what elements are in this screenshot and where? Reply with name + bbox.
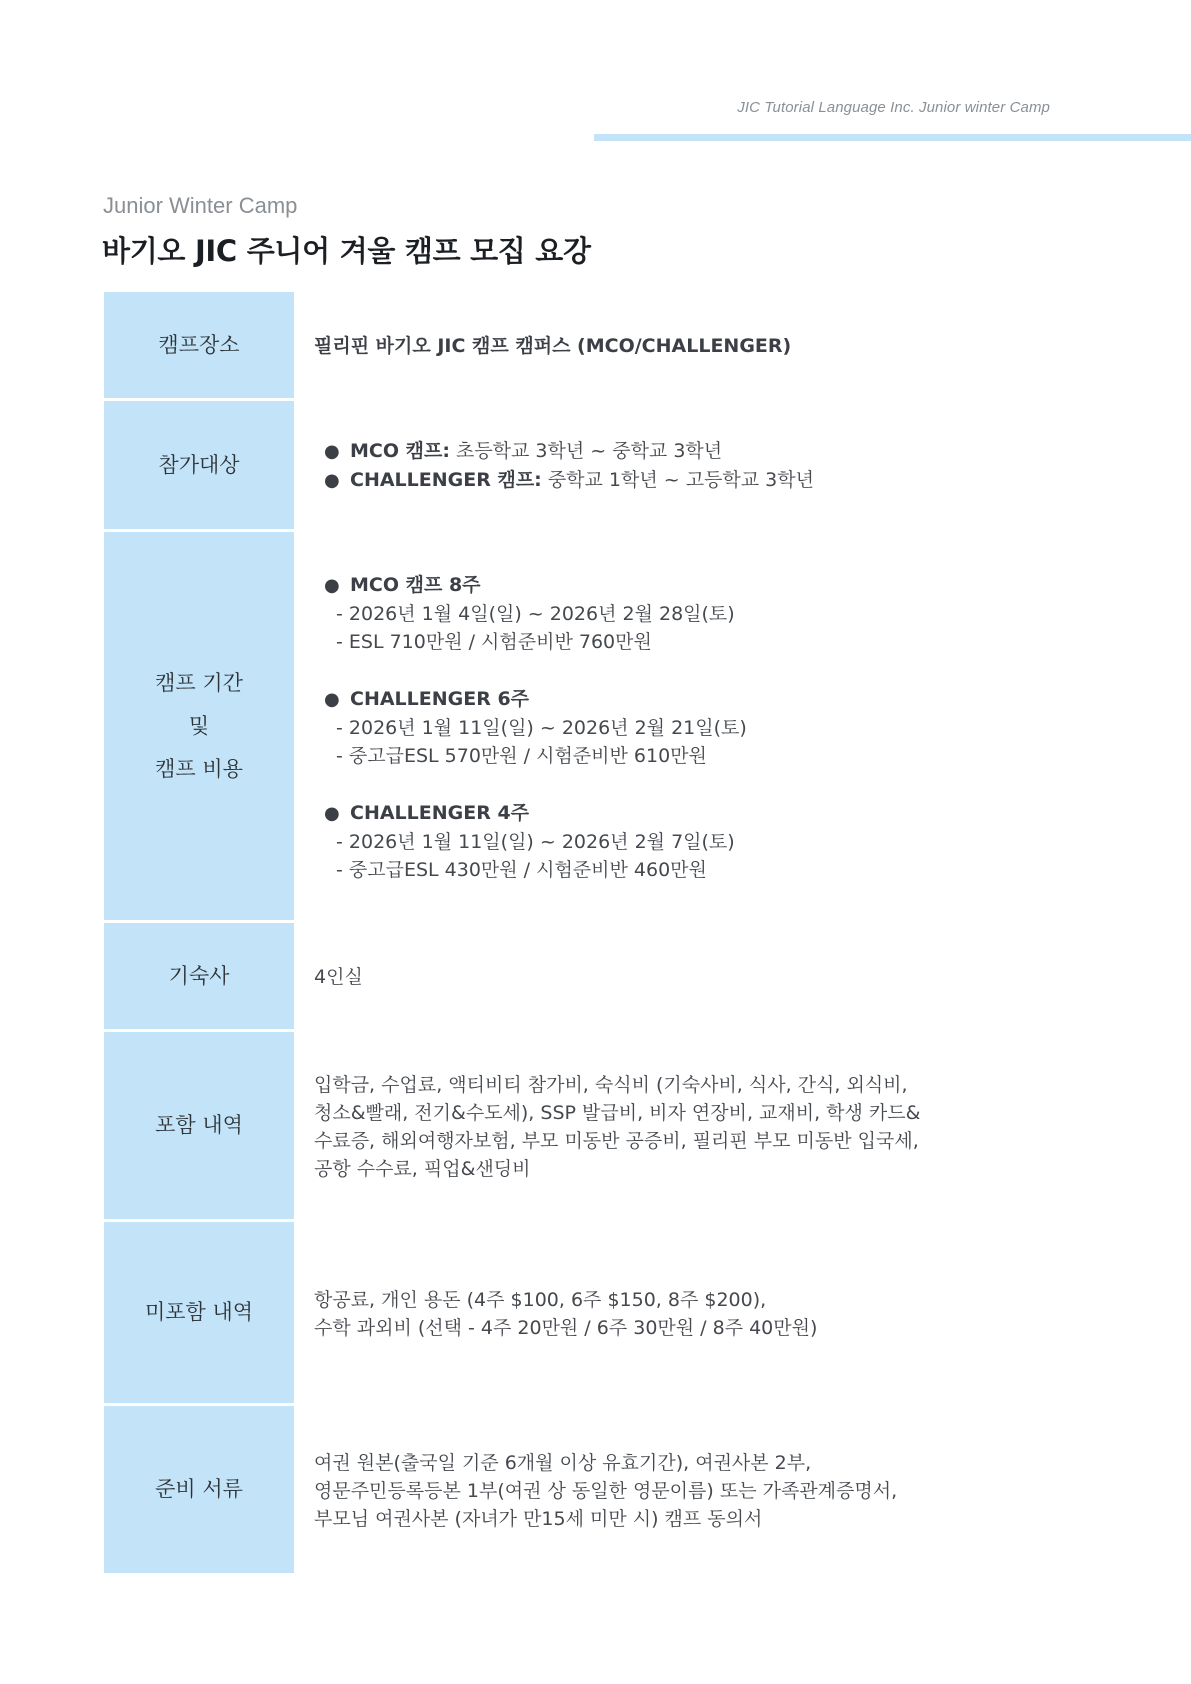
program-name: MCO 캠프 8주 [350, 573, 481, 596]
program-dates: - 2026년 1월 11일(일) ~ 2026년 2월 7일(토) [336, 830, 735, 853]
program-name: CHALLENGER 4주 [350, 801, 530, 824]
bullet-icon: ● [324, 574, 340, 596]
header-accent-bar [594, 134, 1191, 141]
row-value-included [294, 1032, 964, 1221]
row-label-dormitory: 기숙사 [104, 923, 294, 1031]
table-row-eligibility [104, 401, 964, 532]
documents-line: 부모님 여권사본 (자녀가 만15세 미만 시) 캠프 동의서 [314, 1507, 763, 1530]
row-label-period-cost [104, 532, 294, 922]
list-item [314, 437, 964, 466]
program-dates: - 2026년 1월 4일(일) ~ 2026년 2월 28일(토) [336, 602, 735, 625]
program-dates: - 2026년 1월 11일(일) ~ 2026년 2월 21일(토) [336, 716, 747, 739]
list-item [314, 685, 964, 714]
table-row-excluded [104, 1222, 964, 1406]
eligibility-desc: 초등학교 3학년 ~ 중학교 3학년 [449, 440, 723, 462]
eligibility-desc: 중학교 1학년 ~ 고등학교 3학년 [541, 469, 814, 491]
location-value: 필리핀 바기오 JIC 캠프 캠퍼스 (MCO/CHALLENGER) [314, 335, 792, 357]
camp-info-table [104, 292, 964, 1576]
row-value-dormitory [294, 923, 964, 1031]
documents-line: 영문주민등록등본 1부(여권 상 동일한 영문이름) 또는 가족관계증명서, [314, 1479, 898, 1502]
included-line: 공항 수수료, 픽업&샌딩비 [314, 1157, 531, 1180]
page-subtitle: Junior Winter Camp [103, 193, 298, 218]
program-block [314, 571, 964, 656]
header-company-line: JIC Tutorial Language Inc. Junior winter Camp [737, 99, 1050, 116]
row-label-documents: 준비 서류 [104, 1406, 294, 1575]
page-title: 바기오 JIC 주니어 겨울 캠프 모집 요강 [102, 234, 591, 268]
eligibility-name: MCO 캠프: [350, 440, 450, 462]
bullet-icon: ● [324, 688, 340, 710]
row-label-location: 캠프장소 [104, 292, 294, 400]
label-line: 및 [188, 713, 210, 738]
bullet-icon: ● [324, 441, 340, 462]
program-block [314, 685, 964, 770]
included-line: 입학금, 수업료, 액티비티 참가비, 숙식비 (기숙사비, 식사, 간식, 외식비, [314, 1073, 908, 1096]
included-line: 청소&빨래, 전기&수도세), SSP 발급비, 비자 연장비, 교재비, 학생 카드& [314, 1101, 921, 1124]
excluded-line: 수학 과외비 (선택 - 4주 20만원 / 6주 30만원 / 8주 40만원) [314, 1316, 818, 1339]
row-value-excluded [294, 1222, 964, 1405]
row-value-eligibility [294, 401, 964, 531]
row-value-location [294, 292, 964, 400]
program-block [314, 799, 964, 884]
dormitory-value: 4인실 [314, 966, 363, 988]
row-label-eligibility: 참가대상 [104, 401, 294, 531]
row-label-excluded: 미포함 내역 [104, 1222, 294, 1405]
documents-line: 여권 원본(출국일 기준 6개월 이상 유효기간), 여권사본 2부, [314, 1451, 812, 1474]
program-name: CHALLENGER 6주 [350, 687, 530, 710]
program-price: - ESL 710만원 / 시험준비반 760만원 [336, 630, 652, 653]
table-row-included [104, 1032, 964, 1222]
table-row-dormitory [104, 923, 964, 1032]
table-row-period-cost [104, 532, 964, 923]
row-value-documents [294, 1406, 964, 1575]
row-value-period-cost [294, 532, 964, 922]
list-item [314, 466, 964, 495]
list-item [314, 799, 964, 828]
label-line: 캠프 기간 [155, 670, 243, 695]
row-label-included: 포함 내역 [104, 1032, 294, 1221]
list-item [314, 571, 964, 600]
included-line: 수료증, 해외여행자보험, 부모 미동반 공증비, 필리핀 부모 미동반 입국세, [314, 1129, 919, 1152]
program-price: - 중고급ESL 570만원 / 시험준비반 610만원 [336, 744, 707, 767]
bullet-icon: ● [324, 470, 340, 491]
eligibility-name: CHALLENGER 캠프: [350, 469, 542, 491]
table-row-location [104, 292, 964, 401]
program-price: - 중고급ESL 430만원 / 시험준비반 460만원 [336, 858, 707, 881]
bullet-icon: ● [324, 802, 340, 824]
excluded-line: 항공료, 개인 용돈 (4주 $100, 6주 $150, 8주 $200), [314, 1288, 767, 1311]
table-row-documents [104, 1406, 964, 1576]
label-line: 캠프 비용 [155, 756, 243, 781]
